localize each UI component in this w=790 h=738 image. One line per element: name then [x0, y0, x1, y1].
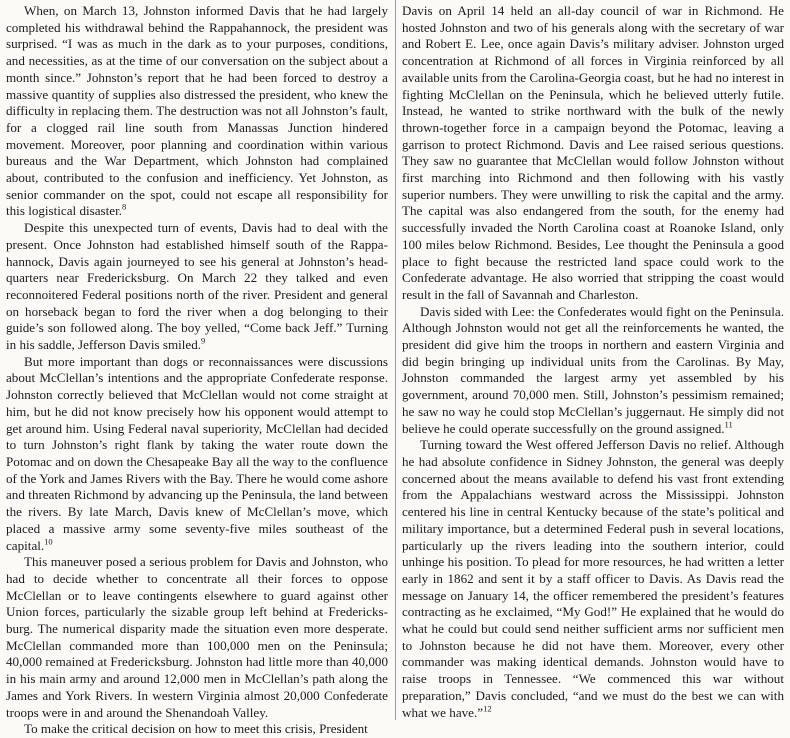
footnote-marker: 9 [201, 335, 206, 346]
footnote-marker: 8 [122, 202, 127, 213]
paragraph: Turning toward the West offered Jefferson Davis no relief. Although he had absolute confidence in Sidney Johnston, the general was deeply concerned about the means available to defend his vast front extending from the Appalachians westward across the Mississippi. Johnston centered his line in central Kentucky because of the state’s political and military importance, but a determined Federal push in several locations, particularly up the rivers leading into the southern interior, could unhinge his position. To plead for more resources, he had written a letter early in 1862 and sent it by a staff officer to Davis. As Davis read the message on January 14, the officer remembered the president’s features contracting as he exclaimed, “My God!” He explained that he would do what he could but could send neither sufficient arms nor sufficient men to Johnston because he did not have them. Moreover, every other commander was making identical demands. Johnston would have to raise troops in Tennessee. “We commenced this war without preparation,” Davis concluded, “and we must do the best we can with what we have.”$^{12}$ [402, 437, 784, 720]
paragraph: To make the critical decision on how to meet this crisis, President [24, 721, 368, 737]
paragraph: Davis sided with Lee: the Confederates would fight on the Peninsula. Although Johnston would not get all the reinforcements he wanted, the president did give him the troops in northern and eastern Virginia and did begin bringing up individual units from the Carolinas. By May, Johnston commanded the largest army yet assembled by his government, around 70,000 men. Still, Johnston’s pessimism remained; he saw no way he could stop McClellan’s juggernaut. He simply did not believe he could operate successfully on the ground assigned.$^{11}$ [402, 303, 784, 436]
footnote-marker: 11 [724, 419, 733, 430]
paragraph-continued: Davis on April 14 held an all-day council of war in Richmond. He hosted Johnston and two of his generals along with the secretary of war and Robert E. Lee, once again Davis’s military adviser. Johnston urged concentration at Richmond of all forces in Virginia reinforced by all available units from the Carolina-Georgia coast, but he had no interest in fighting McClellan on the Peninsula, which he believed utterly futile. Instead, he wanted to strike northward with the bulk of the newly thrown-together force in a campaign beyond the Potomac, leaving a garrison to protect Richmond. Davis and Lee raised serious questions. They saw no guarantee that McClellan would follow Johnston without first marching into Richmond and then following with his vastly superior numbers. They were unwilling to risk the capital and the army. The capital was also endangered from the south, for the enemy had successfully invaded the North Carolina coast at Roanoke Island, only 100 miles below Richmond. Besides, Lee thought the Peninsula a good place to fight because the restricted land space could work to the Confederate advantage. He also worried that stripping the coast would result in the fall of Savannah and Charleston. [402, 3, 784, 302]
right-column [402, 3, 784, 721]
footnote-marker: 12 [483, 703, 492, 714]
paragraph: Despite this unexpected turn of events, Davis had to deal with the present. Once Johnston had established himself south of the Rappahannock, Davis again journeyed to see his general at Johnston’s headquarters near Fredericksburg. On March 22 they talked and even reconnoitered Federal positions north of the river. President and general on horseback began to ford the river when a dog belonging to their guide’s son followed along. The boy yelled, “Come back Jeff.” Turning in his saddle, Jefferson Davis smiled.$^9$ [6, 220, 388, 353]
paragraph: When, on March 13, Johnston informed Davis that he had largely completed his withdrawal behind the Rappahannock, the president was surprised. “I was as much in the dark as to your purposes, conditions, and necessities, as at the time of our conversation on the subject about a month since.” Johnston’s report that he had been forced to destroy a massive quantity of supplies also distressed the president, who knew the difficulty in replacing them. The destruction was not all Johnston’s fault, for a clogged rail line south from Manassas Junction hindered movement. Moreover, poor planning and coordination within various bureaus and the War Department, which Johnston had complained about, contributed to the confusion and inefficiency. Yet Johnston, as senior commander on the spot, could not escape all responsibility for this logistical disaster.$^8$ [6, 3, 388, 219]
column-divider [395, 0, 396, 720]
left-column [6, 3, 388, 738]
paragraph: This maneuver posed a serious problem for Davis and Johnston, who had to decide whether to concentrate all their forces to oppose McClellan or to leave contingents elsewhere to guard against other Union forces, particularly the sizable group left behind at Fredericksburg. The numerical disparity made the situation even more desperate. McClellan commanded more than 100,000 men on the Peninsula; 40,000 remained at Fredericksburg. Johnston had little more than 40,000 in his main army and around 12,000 men in McClellan’s path along the James and York Rivers. In western Virginia almost 20,000 Confederate troops were in and around the Shenandoah Valley. [6, 554, 388, 720]
footnote-marker: 10 [44, 536, 53, 547]
paragraph: But more important than dogs or reconnaissances were discussions about McClellan’s intentions and the appropriate Confederate response. Johnston correctly believed that McClellan would not come straight at him, but he did not know precisely how his opponent would attempt to get around him. Using Federal naval superiority, McClellan had decided to turn Johnston’s right flank by taking the water route down the Potomac and on down the Chesapeake Bay all the way to the confluence of the York and James Rivers with the Bay. There he would come ashore and threaten Richmond by advancing up the Peninsula, the land between the rivers. By late March, Davis knew of McClellan’s move, which placed a massive army some seventy-five miles southeast of the capital.$^{10}$ [6, 353, 388, 553]
